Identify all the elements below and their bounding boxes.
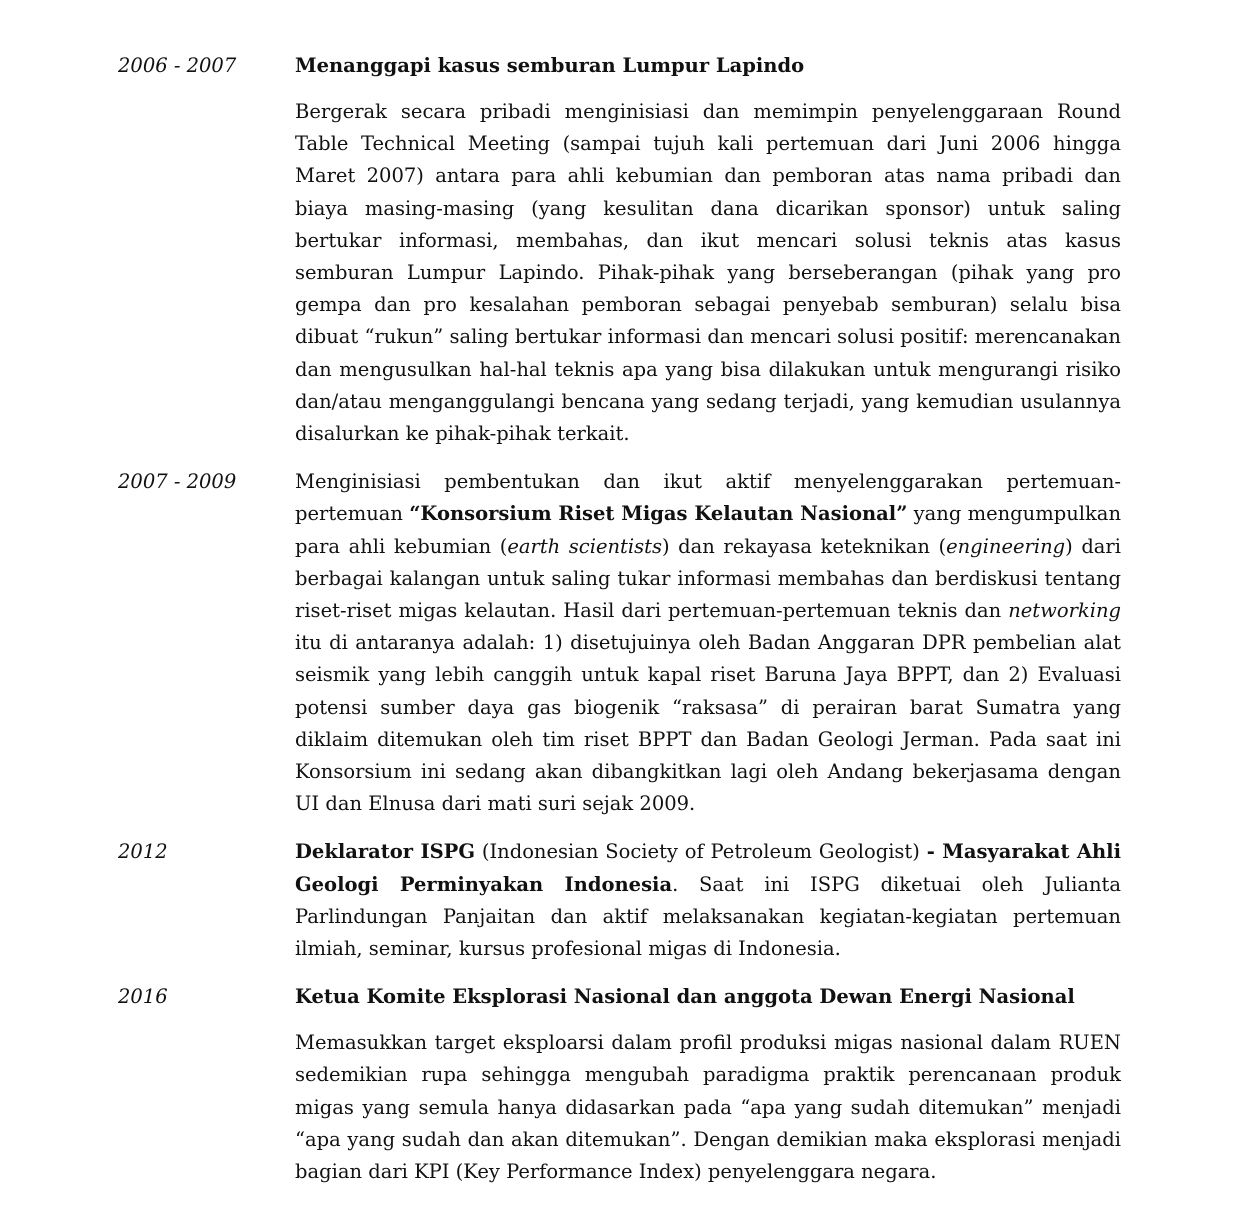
text-run: . Saat ini ISPG diketuai oleh Julianta Parlindungan Panjaitan dan aktif melaksanakan kegiatan-kegiatan pertemuan ilmiah, seminar, kursus profesional migas di Indonesia.	[295, 872, 1121, 961]
entry-year: 2016	[118, 985, 168, 1009]
entry-paragraph	[295, 836, 1121, 965]
entry-2006-2007	[0, 50, 1240, 450]
text-run: itu di antaranya adalah: 1) disetujuinya oleh Badan Anggaran DPR pembelian alat seismik yang lebih canggih untuk kapal riset Baruna Jaya BPPT, dan 2) Evaluasi potensi sumber daya gas biogenik “raksasa” di perairan barat Sumatra yang diklaim ditemukan oleh tim riset BPPT dan Badan Geologi Jerman. Pada saat ini Konsorsium ini sedang akan dibangkitkan lagi oleh Andang bekerjasama dengan UI dan Elnusa dari mati suri sejak 2009.	[295, 631, 1121, 816]
organization-name: - Masyarakat Ahli Geologi Perminyakan Indonesia	[295, 840, 1121, 896]
italic-term: earth scientists	[507, 534, 662, 558]
text-run: Menginisiasi pembentukan dan ikut aktif menyelenggarakan pertemuan-pertemuan	[295, 470, 1121, 526]
entry-paragraph	[295, 466, 1121, 820]
entry-paragraph: Memasukkan target eksploarsi dalam profil produksi migas nasional dalam RUEN sedemikian rupa sehingga mengubah paradigma praktik perencanaan produk migas yang semula hanya didasarkan pada “apa yang sudah ditemukan” menjadi “apa yang sudah dan akan ditemukan”. Dengan demikian maka eksplorasi menjadi bagian dari KPI (Key Performance Index) penyelenggara negara.	[295, 1031, 1121, 1184]
italic-term: engineering	[946, 534, 1066, 558]
entry-year: 2012	[118, 840, 168, 864]
entry-content	[295, 836, 1121, 965]
entry-content	[295, 50, 1121, 450]
entry-2016	[0, 981, 1240, 1188]
entry-heading: Ketua Komite Eksplorasi Nasional dan anggota Dewan Energi Nasional	[295, 985, 1075, 1009]
entry-content	[295, 466, 1121, 820]
italic-term: networking	[1008, 599, 1121, 623]
role-title: Deklarator ISPG	[295, 840, 476, 864]
text-run: (Indonesian Society of Petroleum Geologist)	[475, 840, 927, 864]
entry-content	[295, 981, 1121, 1188]
entry-paragraph: Bergerak secara pribadi menginisiasi dan memimpin penyelenggaraan Round Table Technical Meeting (sampai tujuh kali pertemuan dari Juni 2006 hingga Maret 2007) antara para ahli kebumian dan pemboran atas nama pribadi dan biaya masing-masing (yang kesulitan dana dicarikan sponsor) untuk saling bertukar informasi, membahas, dan ikut mencari solusi teknis atas kasus semburan Lumpur Lapindo. Pihak-pihak yang berseberangan (pihak yang pro gempa dan pro kesalahan pemboran sebagai penyebab semburan) selalu bisa dibuat “rukun” saling bertukar informasi dan mencari solusi positif: merencanakan dan mengusulkan hal-hal teknis apa yang bisa dilakukan untuk mengurangi risiko dan/atau menganggulangi bencana yang sedang terjadi, yang kemudian usulannya disalurkan ke pihak-pihak terkait.	[295, 100, 1121, 446]
consortium-name: “Konsorsium Riset Migas Kelautan Nasional”	[409, 502, 908, 526]
entry-2012	[0, 836, 1240, 965]
text-run: ) dari berbagai kalangan untuk saling tukar informasi membahas dan berdiskusi tentang riset-riset migas kelautan. Hasil dari pertemuan-pertemuan teknis dan	[295, 534, 1121, 623]
text-run: ) dan rekayasa keteknikan (	[661, 534, 947, 558]
entry-year: 2006 - 2007	[118, 54, 237, 77]
entry-2007-2009	[0, 466, 1240, 820]
entry-year: 2007 - 2009	[118, 470, 237, 494]
text-run: yang mengumpulkan para ahli kebumian (	[295, 502, 1121, 558]
entry-heading: Menanggapi kasus semburan Lumpur Lapindo	[295, 54, 805, 77]
